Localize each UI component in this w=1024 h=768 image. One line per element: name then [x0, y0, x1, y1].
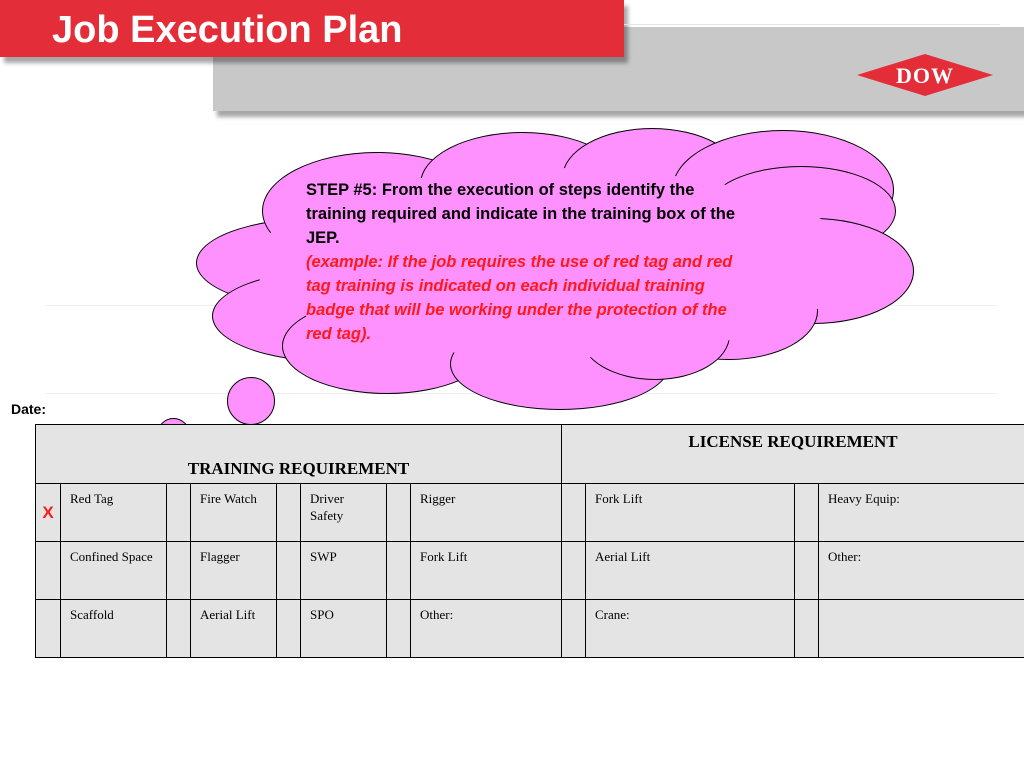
checkbox-cell[interactable]	[36, 542, 61, 600]
license-item: Crane:	[586, 600, 795, 658]
training-item: Driver Safety	[301, 484, 387, 542]
training-item: SWP	[301, 542, 387, 600]
callout-text	[306, 178, 746, 346]
checkbox-cell[interactable]	[795, 600, 819, 658]
license-item: Heavy Equip:	[819, 484, 1024, 542]
checkbox-cell[interactable]	[277, 484, 301, 542]
checkbox-cell[interactable]	[562, 542, 586, 600]
requirements-table	[35, 424, 1024, 658]
checkbox-cell[interactable]	[795, 542, 819, 600]
checkbox-cell[interactable]	[795, 484, 819, 542]
check-mark: X	[42, 502, 54, 522]
training-item: Flagger	[191, 542, 277, 600]
training-item: Fire Watch	[191, 484, 277, 542]
training-item: Aerial Lift	[191, 600, 277, 658]
training-item: Other:	[411, 600, 562, 658]
training-item: Scaffold	[61, 600, 167, 658]
training-item: Confined Space	[61, 542, 167, 600]
callout-example: (example: If the job requires the use of red tag and red tag training is indicated on each individual training badge that will be working under the protection of the red tag).	[306, 253, 733, 343]
checkbox-cell[interactable]	[36, 600, 61, 658]
checkbox-cell[interactable]	[167, 542, 191, 600]
license-requirement-header: LICENSE REQUIREMENT	[562, 425, 1024, 484]
page-title: Job Execution Plan	[52, 9, 403, 51]
checkbox-cell[interactable]	[36, 484, 61, 542]
checkbox-cell[interactable]	[387, 600, 411, 658]
training-requirement-header: TRAINING REQUIREMENT	[36, 425, 562, 484]
table-header-row	[36, 425, 1024, 484]
dow-logo	[857, 54, 993, 96]
checkbox-cell[interactable]	[562, 484, 586, 542]
training-item: Rigger	[411, 484, 562, 542]
checkbox-cell[interactable]	[387, 484, 411, 542]
license-item: Fork Lift	[586, 484, 795, 542]
checkbox-cell[interactable]	[167, 600, 191, 658]
title-bar	[0, 0, 624, 57]
license-item	[819, 600, 1024, 658]
callout-step: STEP #5: From the execution of steps identify the training required and indicate in the training box of the JEP.	[306, 181, 736, 247]
date-label: Date:	[11, 401, 47, 417]
training-item: Red Tag	[61, 484, 167, 542]
checkbox-cell[interactable]	[277, 600, 301, 658]
checkbox-cell[interactable]	[167, 484, 191, 542]
table-row	[36, 600, 1024, 658]
checkbox-cell[interactable]	[277, 542, 301, 600]
dow-logo-text: DOW	[896, 63, 954, 88]
license-item: Other:	[819, 542, 1024, 600]
training-item: SPO	[301, 600, 387, 658]
table-row	[36, 484, 1024, 542]
thought-bubble-large	[227, 377, 275, 425]
license-item: Aerial Lift	[586, 542, 795, 600]
table-row	[36, 542, 1024, 600]
checkbox-cell[interactable]	[562, 600, 586, 658]
checkbox-cell[interactable]	[387, 542, 411, 600]
header-rule	[624, 24, 1000, 25]
training-item: Fork Lift	[411, 542, 562, 600]
